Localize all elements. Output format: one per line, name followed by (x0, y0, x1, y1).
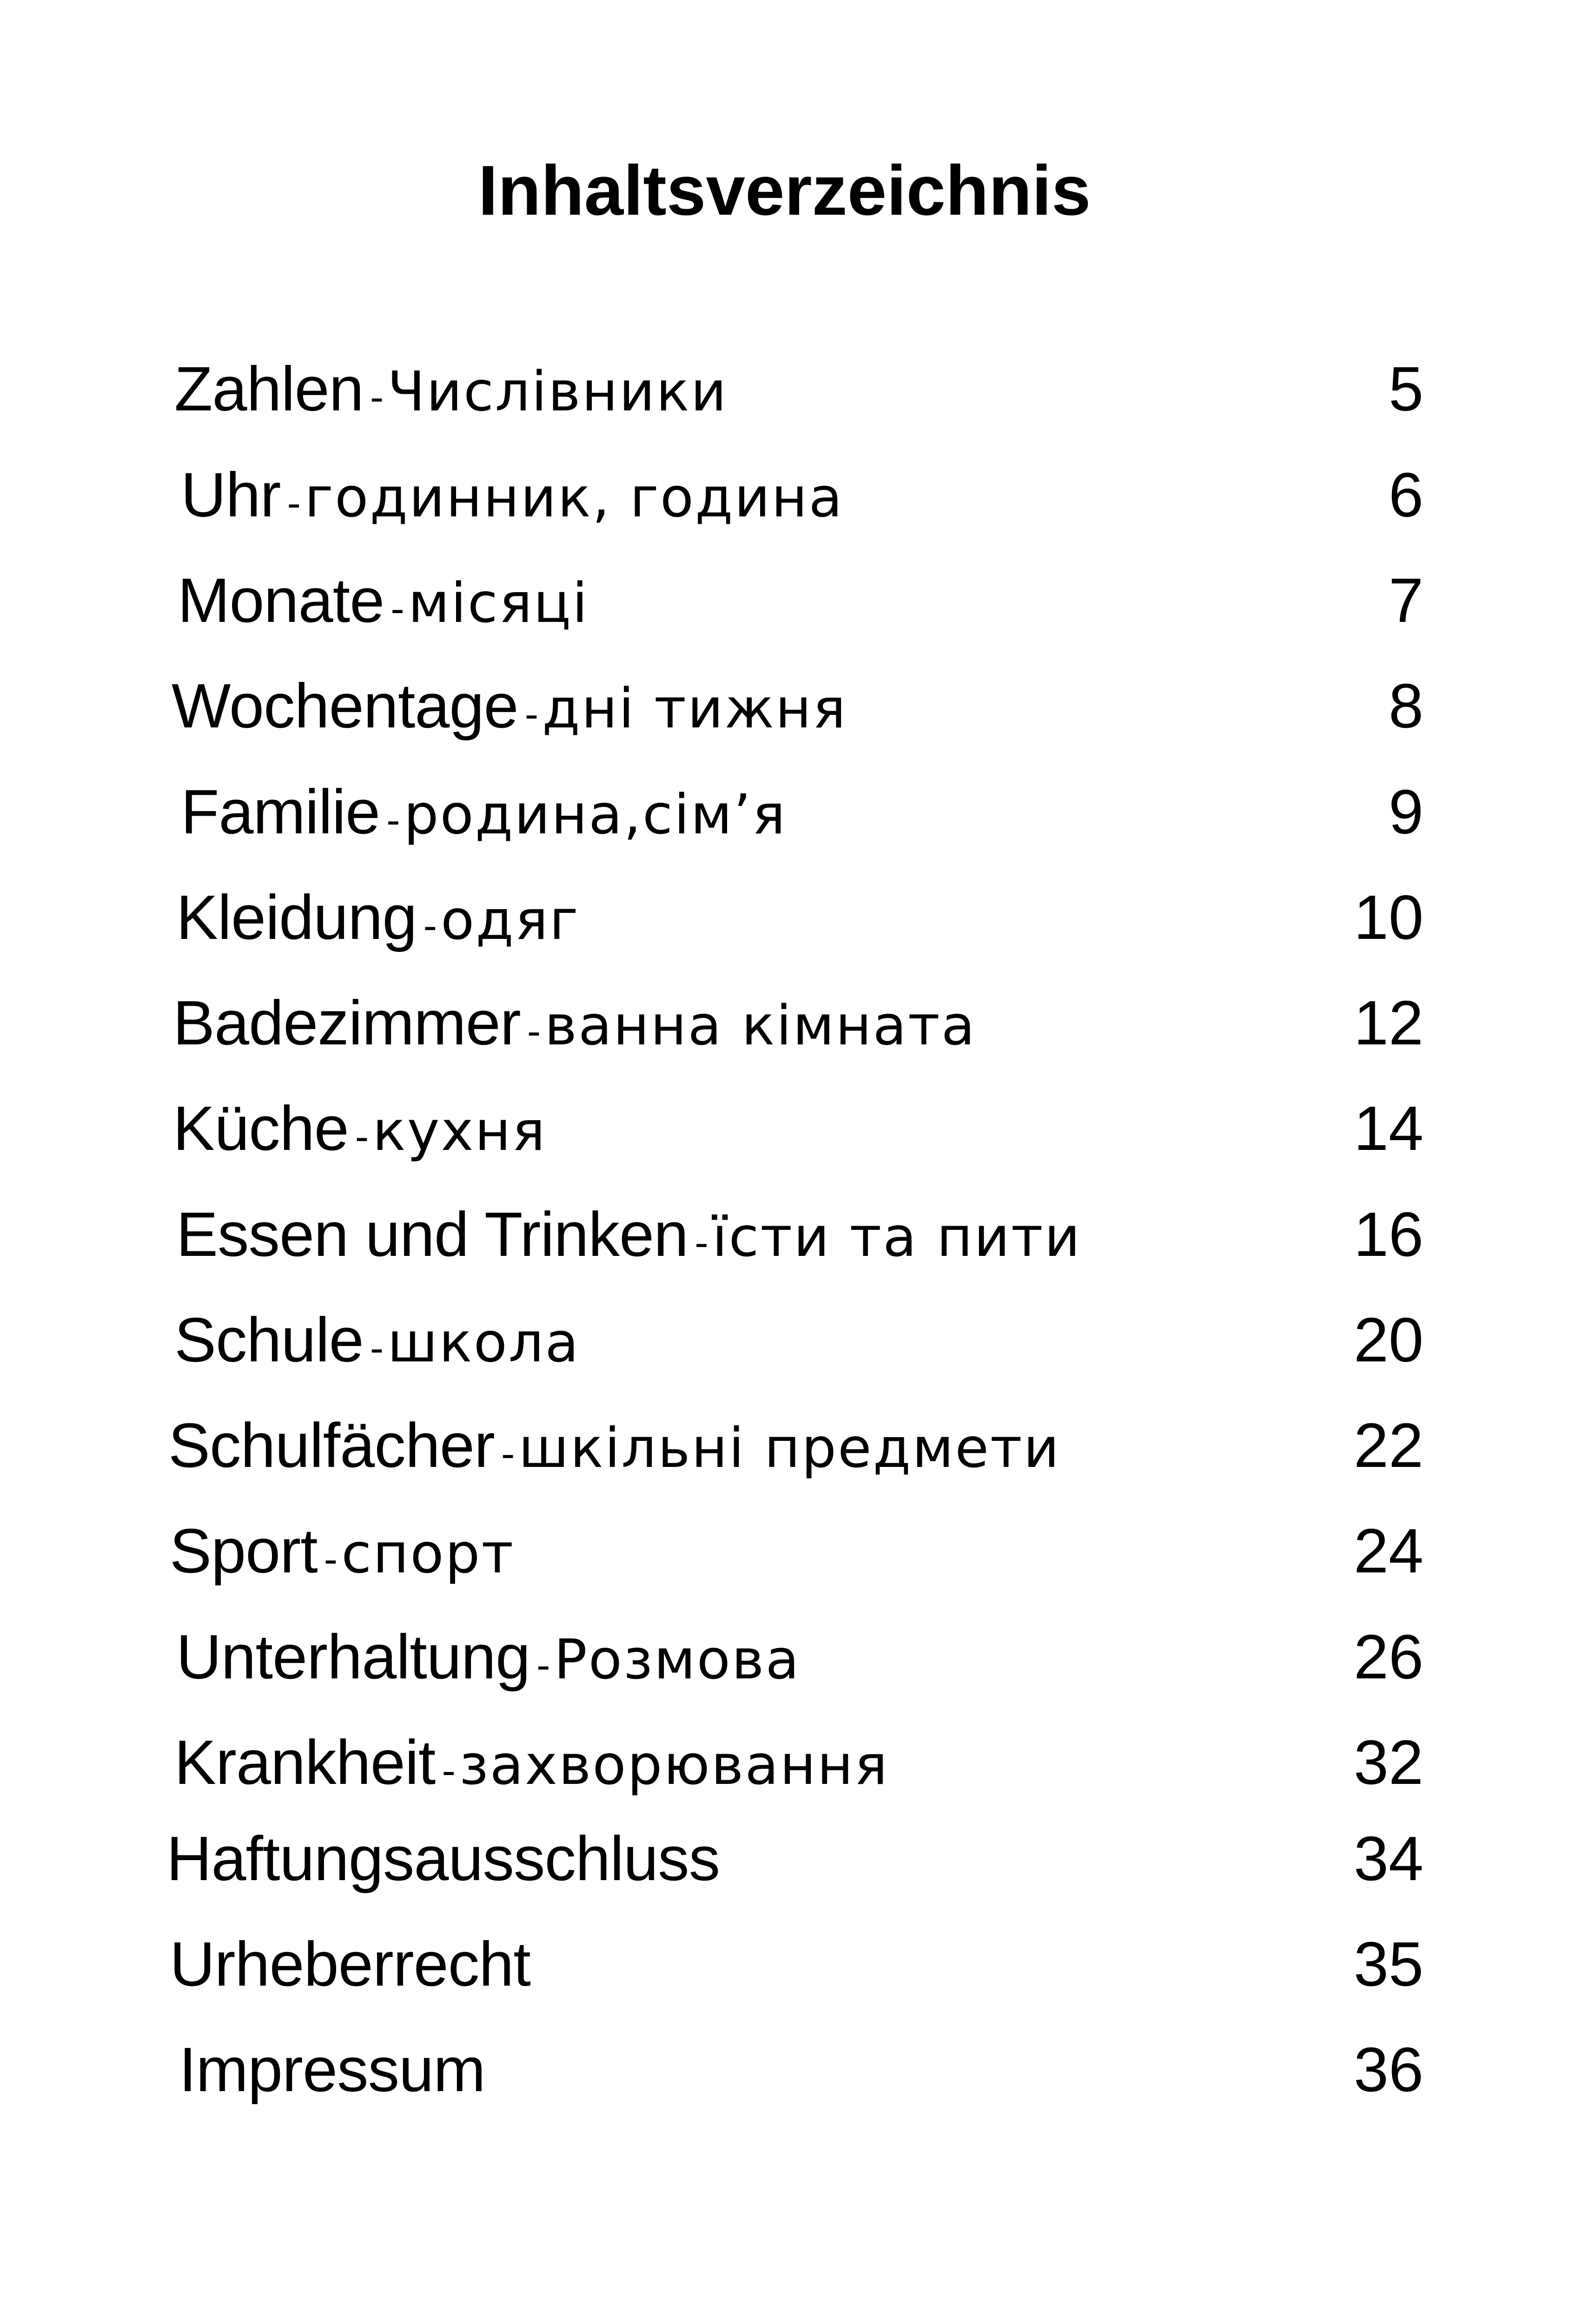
toc-entry[interactable] (0, 659, 1569, 752)
german-title: Essen und Trinken (176, 1199, 689, 1269)
page-number: 26 (1353, 1622, 1423, 1692)
separator-dash: - (536, 1644, 550, 1688)
toc-entry-title (176, 882, 580, 952)
toc-entry[interactable] (0, 1812, 1569, 1905)
page-number: 8 (1388, 671, 1423, 741)
separator-dash: - (370, 376, 384, 420)
ukrainian-title: шкільні предмети (518, 1416, 1061, 1480)
separator-dash: - (527, 1010, 541, 1054)
page-number: 32 (1353, 1727, 1423, 1797)
german-title: Zahlen (174, 354, 364, 424)
german-title: Badezimmer (173, 988, 521, 1058)
german-title: Sport (170, 1516, 318, 1586)
toc-entry-title (181, 460, 844, 530)
ukrainian-title: ванна кімната (544, 993, 976, 1057)
toc-entry[interactable] (0, 1917, 1569, 2010)
toc-entry-title (173, 1093, 547, 1163)
toc-entry[interactable] (0, 871, 1569, 964)
separator-dash: - (524, 693, 539, 737)
toc-entry[interactable] (0, 342, 1569, 435)
toc-entry-title (174, 1727, 889, 1797)
page-number: 22 (1353, 1410, 1423, 1480)
toc-entry[interactable] (0, 976, 1569, 1069)
toc-entry[interactable] (0, 1610, 1569, 1703)
page-number: 9 (1388, 777, 1423, 847)
separator-dash: - (442, 1749, 456, 1793)
ukrainian-title: одяг (441, 888, 580, 952)
toc-entry-title (178, 565, 589, 635)
german-title: Küche (173, 1093, 349, 1163)
toc-entry-title (172, 671, 847, 741)
page-number: 14 (1353, 1093, 1423, 1163)
toc-title: Inhaltsverzeichnis (478, 151, 1091, 230)
german-title: Monate (178, 565, 384, 635)
ukrainian-title: Розмова (554, 1627, 801, 1691)
ukrainian-title: дні тижня (542, 676, 847, 740)
page-number: 24 (1353, 1516, 1423, 1586)
toc-entry[interactable] (0, 1293, 1569, 1386)
ukrainian-title: їсти та пити (712, 1205, 1082, 1269)
ukrainian-title: захворювання (459, 1733, 889, 1797)
separator-dash: - (695, 1221, 708, 1265)
toc-entry[interactable] (0, 554, 1569, 647)
toc-entry-title (174, 354, 728, 424)
page-number: 6 (1388, 460, 1423, 530)
ukrainian-title: родина,сім’я (404, 782, 787, 846)
german-title: Wochentage (172, 671, 518, 741)
toc-entry[interactable] (0, 1188, 1569, 1281)
separator-dash: - (386, 799, 400, 843)
toc-entry[interactable] (0, 1716, 1569, 1809)
toc-entry-title (170, 1929, 530, 1999)
german-title: Urheberrecht (170, 1929, 530, 1999)
german-title: Schulfächer (168, 1410, 495, 1480)
page-number: 12 (1353, 988, 1423, 1058)
page-number: 10 (1353, 882, 1423, 952)
german-title: Unterhaltung (176, 1622, 530, 1692)
german-title: Uhr (181, 460, 281, 530)
toc-entry-title (181, 777, 787, 847)
separator-dash: - (287, 482, 301, 526)
toc-entry[interactable] (0, 448, 1569, 541)
page-number: 34 (1353, 1823, 1423, 1894)
german-title: Schule (174, 1305, 364, 1375)
german-title: Familie (181, 777, 380, 847)
page-number: 36 (1353, 2034, 1423, 2105)
toc-entry[interactable] (0, 765, 1569, 858)
toc-entry-title (176, 1199, 1082, 1269)
separator-dash: - (501, 1432, 515, 1476)
ukrainian-title: спорт (341, 1521, 515, 1585)
german-title: Haftungsausschluss (166, 1823, 720, 1894)
toc-entry[interactable] (0, 2023, 1569, 2116)
toc-entry-title (170, 1516, 515, 1586)
page-number: 16 (1353, 1199, 1423, 1269)
toc-entry-title (176, 1622, 801, 1692)
ukrainian-title: годинник, година (305, 465, 844, 529)
ukrainian-title: місяці (408, 571, 589, 635)
ukrainian-title: Числівники (387, 359, 728, 423)
german-title: Impressum (179, 2034, 485, 2105)
toc-entry[interactable] (0, 1399, 1569, 1492)
page-number: 20 (1353, 1305, 1423, 1375)
separator-dash: - (324, 1538, 338, 1582)
toc-entry-title (168, 1410, 1061, 1480)
separator-dash: - (391, 587, 404, 631)
page-number: 35 (1353, 1929, 1423, 1999)
ukrainian-title: школа (387, 1310, 580, 1374)
toc-entry-title (174, 1305, 580, 1375)
ukrainian-title: кухня (372, 1099, 547, 1163)
page-number: 7 (1388, 565, 1423, 635)
toc-entry-title (173, 988, 976, 1058)
separator-dash: - (355, 1115, 369, 1159)
german-title: Krankheit (174, 1727, 436, 1797)
german-title: Kleidung (176, 882, 417, 952)
separator-dash: - (370, 1327, 384, 1371)
toc-entry-title (179, 2034, 485, 2105)
separator-dash: - (423, 904, 437, 948)
toc-entry-title (166, 1823, 720, 1894)
toc-entry[interactable] (0, 1504, 1569, 1597)
toc-entry[interactable] (0, 1082, 1569, 1175)
page-number: 5 (1388, 354, 1423, 424)
